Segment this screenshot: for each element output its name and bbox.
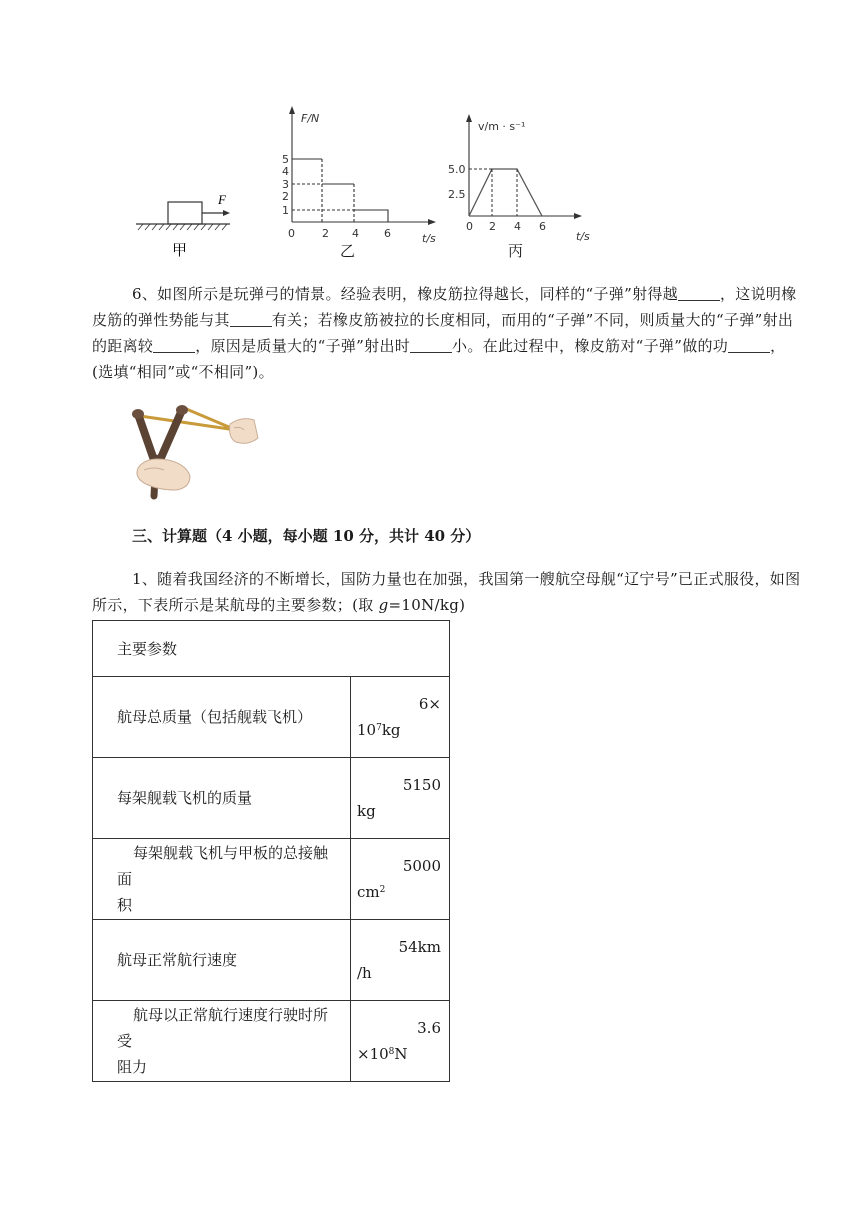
x-tick-6: 6 [384,227,391,240]
q1-text-1: 1、随着我国经济的不断增长，国防力量也在加强，我国第一艘航空母舰“辽宁号”已正式服役， [132,570,770,588]
q6-text-8: 弹”做的功 [658,337,729,355]
y-tick-4: 4 [282,165,289,178]
x-tick-4: 4 [352,227,359,240]
param-value: 54km /h [351,920,450,1001]
x-tick-4: 4 [514,220,521,233]
y-tick-2: 2 [282,190,289,203]
table-row [93,839,450,920]
table-row [93,920,450,1001]
q1-g-symbol: g [378,596,389,614]
force-steps [292,159,388,222]
q6-text-9: ，(选填“相同”或“不相同”)。 [92,337,786,381]
answer-blank-3[interactable] [153,338,195,353]
x-tick-2: 2 [322,227,329,240]
q6-text-2: ，这说 [719,285,766,303]
question-1 [92,566,804,618]
q6-text-3: 明橡皮筋的弹性势能与其 [92,285,797,329]
figure-jia [130,185,240,265]
answer-blank-5[interactable] [728,338,770,353]
section-3-heading: 三、计算题（4 小题，每小题 10 分，共计 40 分） [132,527,481,545]
figure-jia-label: 甲 [172,241,188,259]
surface-hatch [138,224,227,230]
param-value: 3.6 $\times 10^8N$ [351,1001,450,1082]
y-axis-label: F/N [301,112,320,125]
answer-blank-2[interactable] [230,312,272,327]
table-header: 主要参数 [93,621,450,677]
y-tick-5: 5 [282,153,289,166]
param-label: 航母总质量（包括舰载飞机） [93,677,351,758]
velocity-curve [469,169,542,216]
param-label: 每架舰载飞机与甲板的总接触面 积 [93,839,351,920]
y-tick-2-5: 2.5 [448,188,466,201]
parameters-table [92,620,450,1082]
y-tick-5-0: 5.0 [448,163,466,176]
q1-text-2: 如图所示，下表所示是某航母的主要参数；(取 [92,570,801,614]
table-header-row [93,621,450,677]
param-value: 6× $10^7kg$ [351,677,450,758]
question-6 [92,281,804,385]
q6-text-1: 6、如图所示是玩弹弓的情景。经验表明，橡皮筋拉得越长，同样的“子弹”射得越 [132,285,678,303]
y-tick-3: 3 [282,178,289,191]
y-tick-1: 1 [282,204,289,217]
figure-bing-graph [444,100,604,260]
slingshot-image [124,398,260,502]
force-label: F [218,192,226,207]
answer-blank-1[interactable] [678,286,720,301]
block [168,202,202,224]
q6-text-4: 有关；若橡皮筋被拉的长度相同，而用的“子弹”不同，则质量大的 [271,311,717,329]
table-row [93,677,450,758]
q6-text-7: 小。在此过程中，橡皮筋对“子 [452,337,659,355]
x-axis-label: t/s [576,230,590,243]
param-label: 航母正常航行速度 [93,920,351,1001]
param-label: 每架舰载飞机的质量 [93,758,351,839]
figure-bing-label: 丙 [508,242,524,260]
param-value: 5000 $cm^2$ [351,839,450,920]
x-axis-label: t/s [422,232,436,245]
x-tick-6: 6 [539,220,546,233]
param-value: 5150 kg [351,758,450,839]
figure-yi-graph [276,100,446,260]
table-row [93,758,450,839]
param-label: 航母以正常航行速度行驶时所受 阻力 [93,1001,351,1082]
q6-text-6: ，原因是质量大的“子弹”射出时 [195,337,411,355]
origin-label: 0 [466,220,473,233]
figure-yi-label: 乙 [340,242,356,260]
answer-blank-4[interactable] [410,338,452,353]
origin-label: 0 [288,227,295,240]
table-row [93,1001,450,1082]
q6-text-5: “子弹”射出的距离较 [92,311,794,355]
y-axis-label: v/m · s⁻¹ [478,120,526,133]
q1-text-3: =10N/kg) [388,596,466,614]
x-tick-2: 2 [489,220,496,233]
